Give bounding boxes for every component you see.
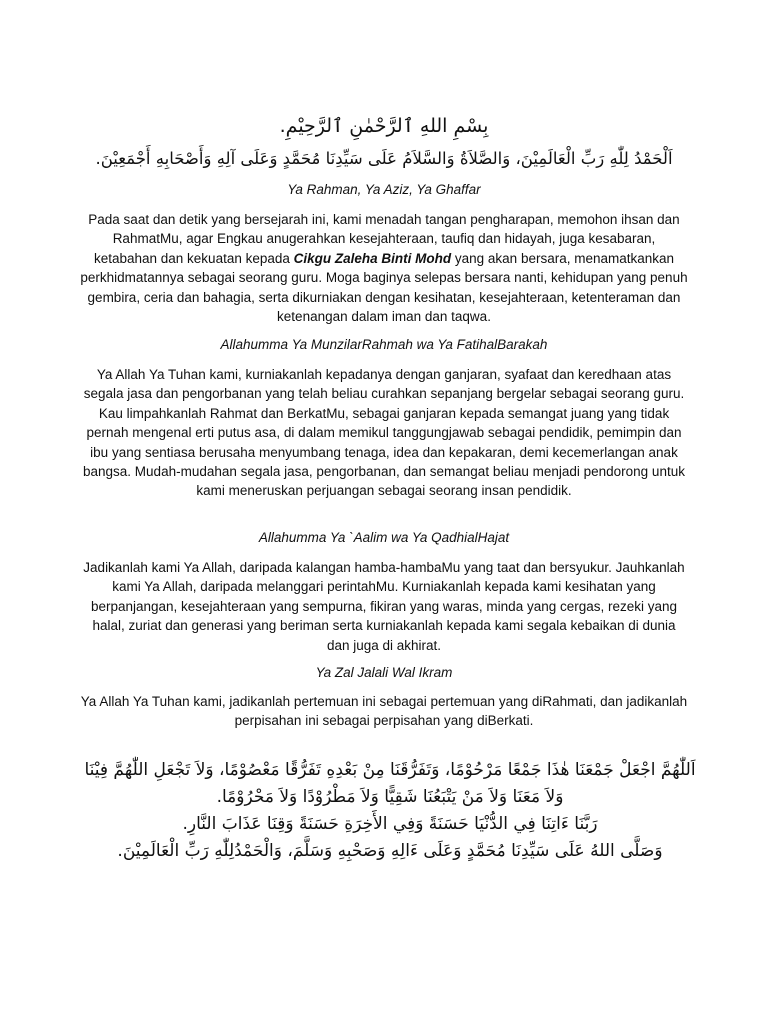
section-heading: Ya Rahman, Ya Aziz, Ya Ghaffar	[287, 182, 481, 197]
retiree-name: Cikgu Zaleha Binti Mohd	[293, 250, 452, 266]
closing-line: اَللّٰهُمَّ اجْعَلْ جَمْعَنَا هٰذَا جَمْعًا مَرْحُوْمًا، وَتَفَرُّقَنَا مِنْ بَعْدِهِ تَفَرُّقًا مَعْصُوْمًا، وَلاَ تَجْعَلِ اللّٰهُمَّ فِيْنَا	[84, 760, 696, 780]
closing-line: رَبَّنَا ءَاتِنَا فِي الدُّنْيَا حَسَنَةً وَفِي الأَخِرَةِ حَسَنَةً وَقِنَا عَذَابَ النَّارِ.	[182, 814, 598, 834]
section-heading: Allahumma Ya MunzilarRahmah wa Ya FatihalBarakah	[220, 337, 548, 352]
paragraph-text: yang akan bersara, menamatkankan perkhidmatannya sebagai seorang guru. Moga baginya selepas bersara nanti, kehidupan yang penuh gembira, ceria dan bahagia, serta dikurniakan dengan kesihatan, kesejahteraan, ketenteraman dan ketenangan dalam iman dan taqwa.	[80, 250, 688, 325]
bismillah-line: بِسْمِ اللهِ ٱلرَّحْمٰنِ ٱلرَّحِيْمِ.	[279, 115, 489, 137]
section-paragraph: Ya Allah Ya Tuhan kami, jadikanlah pertemuan ini sebagai pertemuan yang diRahmati, dan jadikanlah perpisahan ini sebagai perpisahan yang diBerkati.	[80, 694, 688, 729]
closing-line: وَصَلَّى اللهُ عَلَى سَيِّدِنَا مُحَمَّدٍ وَعَلَى ءَالِهِ وَصَحْبِهِ وَسَلَّمَ، وَالْحَمْدُلِلّٰهِ رَبِّ الْعَالَمِيْنَ.	[117, 841, 663, 861]
paragraph-text: Pada saat dan detik yang bersejarah ini, kami menadah tangan pengharapan, memohon ihsan dan RahmatMu, agar Engkau anugerahkan kesejahteraan, taufiq dan hidayah, juga kesabaran, ketabahan dan kekuatan kepada	[88, 212, 680, 266]
opening-praise-line: اَلْحَمْدُ لِلّٰهِ رَبِّ الْعَالَمِيْنَ، وَالصَّلاَةُ وَالسَّلاَمُ عَلَى سَيِّدِنَا مُحَمَّدٍ وَعَلَى آلِهِ وَأَصْحَابِهِ أَجْمَعِيْنَ.	[95, 149, 673, 168]
section-paragraph: Ya Allah Ya Tuhan kami, kurniakanlah kepadanya dengan ganjaran, syafaat dan keredhaan atas segala jasa dan pengorbanan yang telah beliau curahkan sepanjang bergelar sebagai seorang guru. Kau limpahkanlah Rahmat dan BerkatMu, sebagai ganjaran kepada semangat juang yang tidak pernah mengenal erti putus asa, di dalam memikul tanggungjawab sebagai pendidik, pemimpin dan ibu yang sentiasa berusaha menyumbang tenaga, idea dan kepakaran, demi kecemerlangan anak bangsa. Mudah-mudahan segala jasa, pengorbanan, dan semangat beliau menjadi pendorong untuk kami meneruskan perjuangan sebagai seorang insan pendidik.	[83, 367, 685, 499]
closing-prayer	[80, 757, 700, 865]
section-paragraph: Jadikanlah kami Ya Allah, daripada kalangan hamba-hambaMu yang taat dan bersyukur. Jauhkanlah kami Ya Allah, daripada melanggari perintahMu. Kurniakanlah kepada kami kesihatan yang berpanjangan, kesejahteraan yang sempurna, fikiran yang waras, minda yang cergas, rezeki yang halal, zuriat dan generasi yang beriman serta kurniakanlah kepada kami segala kebaikan di dunia dan juga di akhirat.	[83, 560, 685, 653]
section-heading: Ya Zal Jalali Wal Ikram	[315, 665, 453, 680]
section-heading: Allahumma Ya `Aalim wa Ya QadhialHajat	[258, 530, 510, 545]
closing-line: وَلاَ مَعَنَا وَلاَ مَنْ يَتْبَعُنَا شَقِيًّا وَلاَ مَطْرُوْدًا وَلاَ مَحْرُوْمًا.	[216, 787, 564, 807]
section-paragraph	[80, 210, 688, 326]
